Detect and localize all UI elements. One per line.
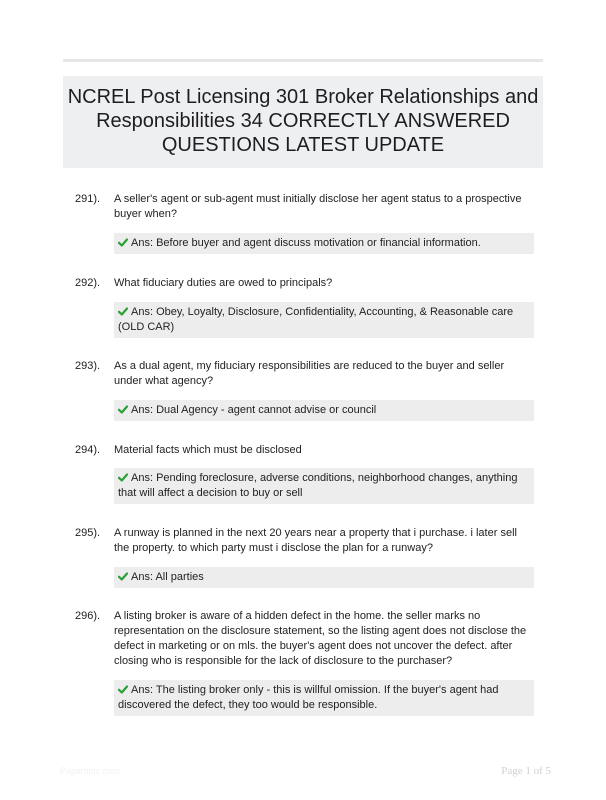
- answer-text: Ans: Pending foreclosure, adverse conditions, neighborhood changes, anything that will affect a decision to buy or sell: [118, 472, 518, 499]
- answer-text: Ans: Obey, Loyalty, Disclosure, Confidentiality, Accounting, & Reasonable care (OLD CAR): [118, 306, 514, 333]
- answer-text: Ans: All parties: [131, 571, 204, 583]
- question-number: 294).: [75, 444, 101, 456]
- answer-box: [114, 567, 534, 588]
- answer-box: [114, 680, 534, 716]
- check-icon: [118, 405, 128, 414]
- question-text: As a dual agent, my fiduciary responsibilities are reduced to the buyer and seller under what agency?: [114, 360, 505, 387]
- question-number: 296).: [75, 610, 101, 622]
- answer-text: Ans: The listing broker only - this is willful omission. If the buyer's agent had discovered the defect, they too would be responsible.: [118, 684, 499, 711]
- document-title: NCREL Post Licensing 301 Broker Relationships and Responsibilities 34 CORRECTLY ANSWERED QUESTIONS LATEST UPDATE: [67, 86, 539, 156]
- answer-box: [114, 233, 534, 254]
- check-icon: [118, 238, 128, 247]
- check-icon: [118, 685, 128, 694]
- answer-text: Ans: Dual Agency - agent cannot advise or council: [131, 404, 377, 416]
- question-number: 293).: [75, 360, 101, 372]
- question-text: What fiduciary duties are owed to principals?: [114, 277, 333, 289]
- page-indicator: Page 1 of 5: [501, 765, 551, 777]
- footer-watermark: Papertibic.com: [60, 766, 120, 776]
- answer-box: [114, 468, 534, 504]
- question-number: 292).: [75, 277, 101, 289]
- question-text: A seller's agent or sub-agent must initially disclose her agent status to a prospective buyer when?: [114, 193, 522, 220]
- top-divider: [63, 59, 543, 62]
- answer-box: [114, 302, 534, 338]
- answer-box: [114, 400, 534, 421]
- check-icon: [118, 307, 128, 316]
- check-icon: [118, 473, 128, 482]
- title-banner: [63, 76, 543, 168]
- answer-text: Ans: Before buyer and agent discuss motivation or financial information.: [131, 237, 481, 249]
- check-icon: [118, 572, 128, 581]
- question-number: 291).: [75, 193, 101, 205]
- question-number: 295).: [75, 527, 101, 539]
- question-text: A runway is planned in the next 20 years near a property that i purchase. i later sell the property. to which party must i disclose the plan for a runway?: [114, 527, 517, 554]
- question-text: Material facts which must be disclosed: [114, 444, 302, 456]
- question-text: A listing broker is aware of a hidden defect in the home. the seller marks no representation on the disclosure statement, so the listing agent does not disclose the defect in marketing or on mls. the buyer's agent does not uncover the defect. after closing who is responsible for the lack of disclosure to the purchaser?: [114, 610, 527, 667]
